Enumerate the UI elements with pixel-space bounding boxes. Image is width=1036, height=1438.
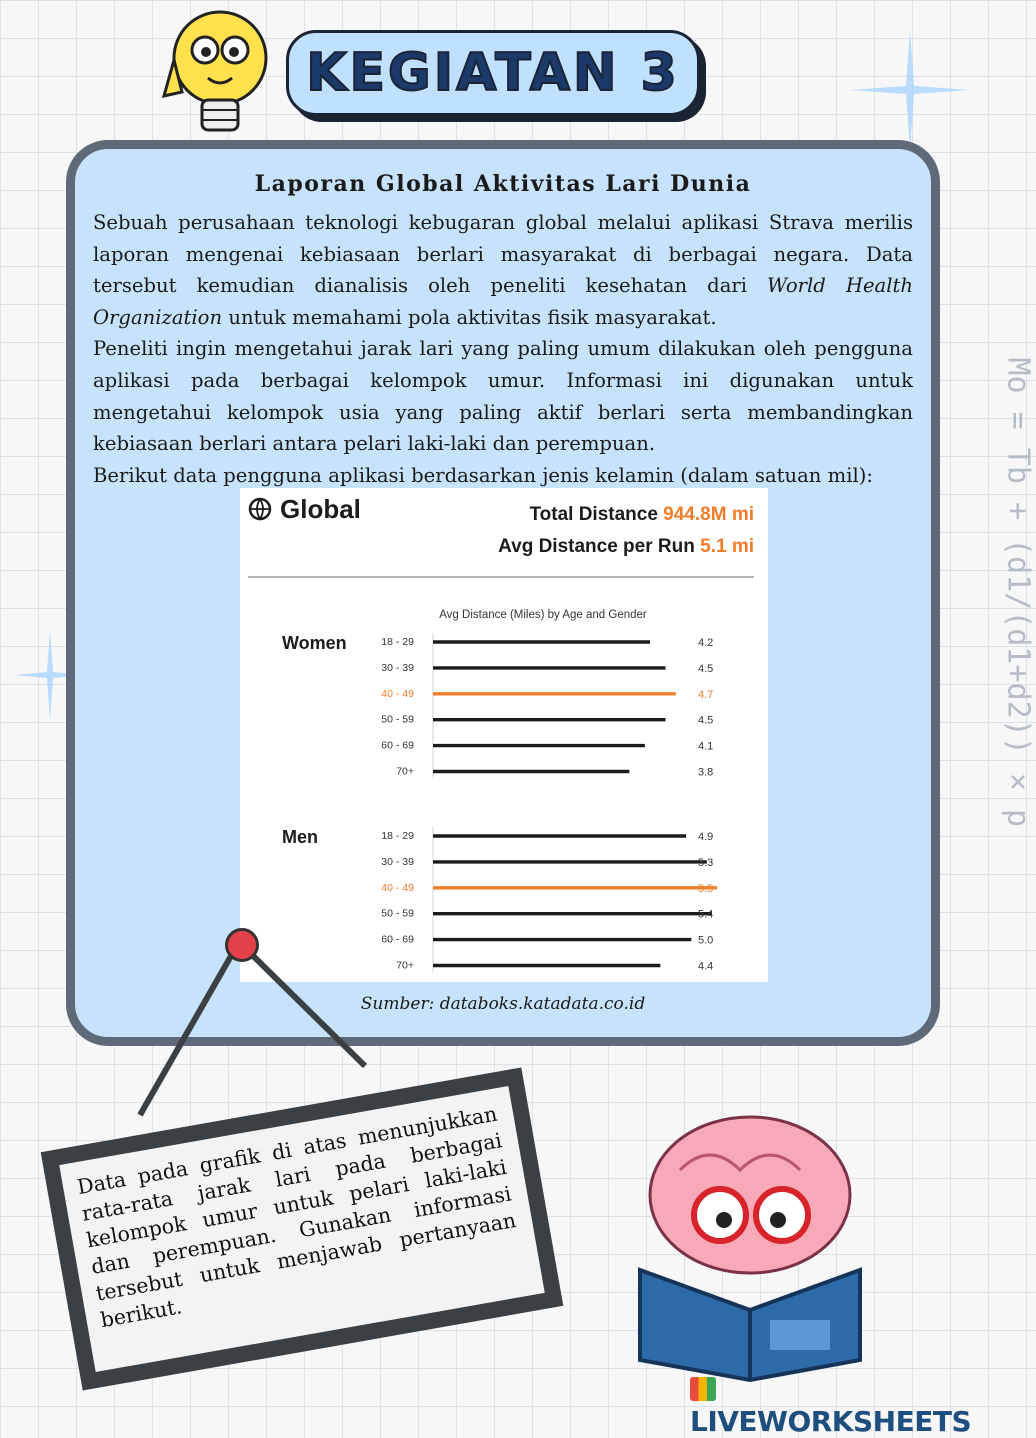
category-label: 18 - 29 <box>381 830 414 842</box>
data-label: 4.5 <box>698 662 714 675</box>
group-label-women: Women <box>282 633 347 653</box>
data-label: 4.7 <box>698 688 714 701</box>
category-label: 30 - 39 <box>381 855 414 868</box>
category-label: 70+ <box>396 959 414 972</box>
data-label: 5.0 <box>698 934 714 947</box>
data-label: 4.4 <box>698 960 714 973</box>
side-formula: Mo = Tb + (d1/(d1+d2)) × p <box>1000 357 1036 828</box>
data-label: 3.8 <box>698 766 714 779</box>
category-label: 50 - 59 <box>381 713 414 726</box>
paragraph-3: Berikut data pengguna aplikasi berdasarkan jenis kelamin (dalam satuan mil): <box>93 463 874 487</box>
chart-header-title: Global <box>280 494 361 524</box>
page-title: KEGIATAN 3 <box>306 43 680 103</box>
category-label: 40 - 49 <box>381 687 414 700</box>
category-label: 60 - 69 <box>381 933 414 946</box>
liveworksheets-logo-icon <box>690 1377 716 1401</box>
data-label: 4.1 <box>698 740 714 753</box>
category-label: 30 - 39 <box>381 661 414 674</box>
avg-run-value: 5.1 mi <box>700 536 754 557</box>
total-distance-label: Total Distance <box>529 504 664 525</box>
data-label: 5.3 <box>698 856 714 869</box>
source-caption: Sumber: databoks.katadata.co.id <box>360 994 646 1014</box>
data-label: 4.2 <box>698 637 714 649</box>
data-label: 5.4 <box>698 908 714 921</box>
avg-run-label: Avg Distance per Run <box>498 536 701 557</box>
chart-title: Avg Distance (Miles) by Age and Gender <box>439 609 647 621</box>
liveworksheets-watermark[interactable] <box>690 1372 1000 1438</box>
category-label: 40 - 49 <box>381 881 414 894</box>
instruction-text: Data pada grafik di atas menunjukkan rata-rata jarak lari pada berbagai kelompok umur untuk pelari laki-laki dan perempuan. Gunakan informasi tersebut untuk menjawab pertanyaan berikut. <box>75 1101 518 1333</box>
data-label: 4.9 <box>698 831 714 843</box>
total-distance-value: 944.8M mi <box>663 504 754 525</box>
data-label: 4.5 <box>698 714 714 727</box>
paragraph-2: Peneliti ingin mengetahui jarak lari yang paling umum dilakukan oleh pengguna aplikasi pada berbagai kelompok umur. Informasi ini digunakan untuk mengetahui kelompok usia yang paling aktif berlari serta membandingkan kebiasaan berlari antara pelari laki-laki dan perempuan. <box>93 337 913 456</box>
category-label: 60 - 69 <box>381 739 414 752</box>
brain-reading-mascot-icon <box>620 1110 880 1380</box>
sign-pin <box>225 928 259 962</box>
paragraph-1-text-a: Sebuah perusahaan teknologi kebugaran global melalui aplikasi Strava merilis laporan mengenai kebiasaan berlari masyarakat di berbagai negara. Data tersebut kemudian dianalisis oleh peneliti kesehatan dari <box>93 211 913 298</box>
category-label: 70+ <box>396 765 414 778</box>
paragraph-1-emphasis: World Health Organization <box>93 274 913 329</box>
paragraph-1-text-b: untuk memahami pola aktivitas fisik masyarakat. <box>222 305 717 329</box>
category-label: 18 - 29 <box>381 636 414 648</box>
watermark-text: LIVEWORKSHEETS <box>690 1405 972 1438</box>
data-label: 5.5 <box>698 882 714 895</box>
category-label: 50 - 59 <box>381 907 414 920</box>
group-label-men: Men <box>282 827 318 847</box>
article-heading: Laporan Global Aktivitas Lari Dunia <box>254 171 752 197</box>
